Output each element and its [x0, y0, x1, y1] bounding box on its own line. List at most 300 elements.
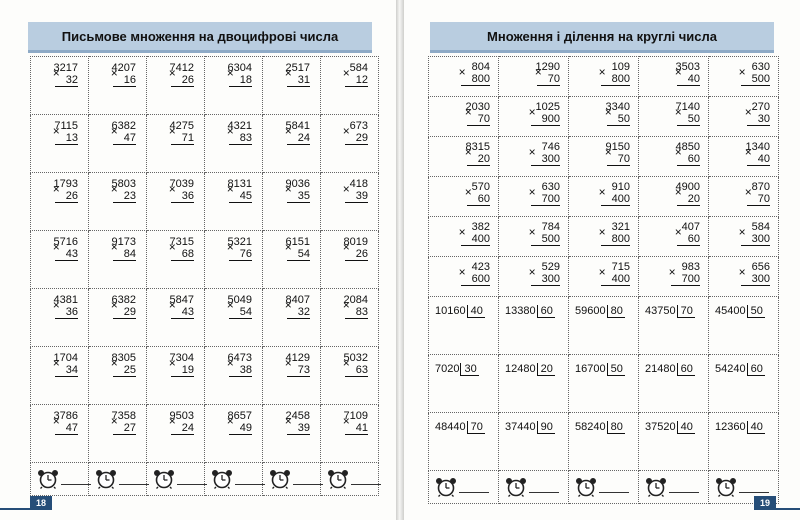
multiplier: × 300	[531, 153, 560, 166]
left-page-title: Письмове множення на двоцифрові числа	[28, 22, 372, 53]
multiplicand: 3340	[605, 101, 630, 113]
multiplication-problem[interactable]	[31, 347, 89, 405]
multiplication-problem[interactable]	[499, 57, 569, 97]
multiplication-problem[interactable]	[639, 57, 709, 97]
multiplicand: 8407	[285, 294, 310, 306]
multiplicand: 715	[611, 261, 630, 273]
multiplier: × 600	[461, 273, 490, 286]
divisor: 90	[537, 421, 555, 434]
time-write-line	[293, 484, 323, 485]
multiplication-problem[interactable]	[709, 57, 779, 97]
multiplicand: 7140	[675, 101, 700, 113]
divisor: 70	[677, 305, 695, 318]
multiplication-problem[interactable]	[569, 97, 639, 137]
multiplier: × 16	[113, 74, 136, 87]
division-problem[interactable]	[429, 413, 499, 471]
multiplication-problem[interactable]	[569, 217, 639, 257]
division-problem[interactable]	[639, 297, 709, 355]
multiplication-problem[interactable]	[89, 231, 147, 289]
multiplier: × 73	[287, 364, 310, 377]
dividend: 48440	[435, 421, 466, 433]
multiplicand: 870	[751, 181, 770, 193]
multiplication-problem[interactable]	[89, 57, 147, 115]
multiplication-problem[interactable]	[321, 289, 379, 347]
multiplier: × 54	[287, 248, 310, 261]
multiplicand: 584	[751, 221, 770, 233]
multiplication-problem[interactable]	[321, 405, 379, 463]
dividend: 54240	[715, 363, 746, 375]
multiplier: × 47	[113, 132, 136, 145]
dividend: 59600	[575, 305, 606, 317]
round-numbers-grid	[428, 56, 779, 504]
dividend: 12360	[715, 421, 746, 433]
divisor: 50	[607, 363, 625, 376]
multiplicand: 5032	[343, 352, 368, 364]
dividend: 37440	[505, 421, 536, 433]
multiplication-problem[interactable]	[429, 257, 499, 297]
multiplier: × 24	[171, 422, 194, 435]
table-row	[429, 177, 779, 217]
multiplier: × 19	[171, 364, 194, 377]
multiplication-problem[interactable]	[147, 57, 205, 115]
page-number-left: 18	[30, 496, 52, 510]
multiplicand: 6304	[227, 62, 252, 74]
multiplicand: 4381	[53, 294, 78, 306]
alarm-clock-icon	[435, 477, 457, 497]
multiplicand: 4850	[675, 141, 700, 153]
multiplication-problem[interactable]	[709, 257, 779, 297]
multiplication-problem[interactable]	[321, 347, 379, 405]
multiplicand: 3217	[53, 62, 78, 74]
multiplier: × 400	[601, 193, 630, 206]
footer-bar	[776, 508, 800, 510]
table-row	[31, 347, 379, 405]
multiplier: × 20	[467, 153, 490, 166]
multiplication-problem[interactable]	[499, 97, 569, 137]
multiplier: × 41	[345, 422, 368, 435]
multiplier: × 49	[229, 422, 252, 435]
multiplication-problem[interactable]	[89, 115, 147, 173]
multiplication-problem[interactable]	[205, 57, 263, 115]
multiplier: × 32	[287, 306, 310, 319]
multiplicand: 7304	[169, 352, 194, 364]
multiplication-problem[interactable]	[639, 97, 709, 137]
multiplication-problem[interactable]	[147, 115, 205, 173]
multiplier: × 300	[531, 273, 560, 286]
multiplication-problem[interactable]	[709, 97, 779, 137]
multiplicand: 6382	[111, 120, 136, 132]
table-row	[429, 297, 779, 355]
multiplicand: 584	[349, 62, 368, 74]
multiplication-problem[interactable]	[263, 57, 321, 115]
multiplier: × 800	[601, 233, 630, 246]
multiplication-problem[interactable]	[205, 115, 263, 173]
multiplier: × 25	[113, 364, 136, 377]
time-write-line	[61, 484, 91, 485]
time-record[interactable]	[321, 463, 379, 496]
multiplication-problem[interactable]	[709, 137, 779, 177]
time-record[interactable]	[147, 463, 205, 496]
multiplier: × 39	[345, 190, 368, 203]
dividend: 7020	[435, 363, 460, 375]
multiplicand: 4900	[675, 181, 700, 193]
multiplication-problem[interactable]	[263, 347, 321, 405]
multiplier: × 50	[677, 113, 700, 126]
alarm-clock-icon	[211, 469, 233, 489]
multiplicand: 418	[349, 178, 368, 190]
multiplication-problem[interactable]	[147, 173, 205, 231]
multiplicand: 9036	[285, 178, 310, 190]
time-write-line	[235, 484, 265, 485]
multiplier: × 20	[677, 193, 700, 206]
right-page-title: Множення і ділення на круглі числа	[430, 22, 774, 53]
multiplier: × 29	[345, 132, 368, 145]
multiplication-problem[interactable]	[569, 257, 639, 297]
table-row	[429, 137, 779, 177]
multiplication-problem[interactable]	[89, 347, 147, 405]
divisor: 80	[607, 421, 625, 434]
divisor: 40	[747, 421, 765, 434]
multiplier: × 13	[55, 132, 78, 145]
table-row	[429, 97, 779, 137]
time-write-line	[739, 492, 769, 493]
multiplier: × 43	[55, 248, 78, 261]
division-problem[interactable]	[709, 413, 779, 471]
alarm-clock-icon	[95, 469, 117, 489]
multiplication-problem[interactable]	[263, 405, 321, 463]
divisor: 30	[460, 363, 478, 376]
multiplicand: 4275	[169, 120, 194, 132]
multiplication-problem[interactable]	[321, 115, 379, 173]
multiplier: × 45	[229, 190, 252, 203]
multiplicand: 746	[541, 141, 560, 153]
multiplication-problem[interactable]	[31, 115, 89, 173]
multiplier: × 63	[345, 364, 368, 377]
multiplicand: 7358	[111, 410, 136, 422]
multiplier: × 36	[171, 190, 194, 203]
multiplication-problem[interactable]	[639, 217, 709, 257]
multiplication-problem[interactable]	[639, 137, 709, 177]
dividend: 58240	[575, 421, 606, 433]
table-row	[429, 413, 779, 471]
division-problem[interactable]	[639, 355, 709, 413]
multiplier: × 36	[55, 306, 78, 319]
multiplication-problem[interactable]	[429, 217, 499, 257]
multiplier: × 60	[467, 193, 490, 206]
book-spine	[396, 0, 404, 520]
alarm-clock-icon	[37, 469, 59, 489]
division-problem[interactable]	[569, 413, 639, 471]
multiplier: × 83	[229, 132, 252, 145]
multiplier: × 84	[113, 248, 136, 261]
multiplicand: 529	[541, 261, 560, 273]
multiplicand: 2084	[343, 294, 368, 306]
multiplier: × 60	[677, 233, 700, 246]
multiplicand: 7039	[169, 178, 194, 190]
multiplier: × 800	[601, 73, 630, 86]
multiplicand: 270	[751, 101, 770, 113]
multiplier: × 30	[747, 113, 770, 126]
multiplicand: 5841	[285, 120, 310, 132]
multiplier: × 24	[287, 132, 310, 145]
multiplication-problem[interactable]	[263, 115, 321, 173]
multiplier: × 32	[55, 74, 78, 87]
multiplicand: 6382	[111, 294, 136, 306]
multiplicand: 4129	[285, 352, 310, 364]
multiplier: × 26	[345, 248, 368, 261]
alarm-clock-icon	[327, 469, 349, 489]
divisor: 80	[607, 305, 625, 318]
multiplier: × 23	[113, 190, 136, 203]
multiplier: × 700	[671, 273, 700, 286]
table-row	[31, 115, 379, 173]
multiplicand: 630	[751, 61, 770, 73]
table-row	[429, 355, 779, 413]
multiplier: × 300	[741, 273, 770, 286]
multiplier: × 71	[171, 132, 194, 145]
multiplication-problem[interactable]	[89, 173, 147, 231]
multiplication-problem[interactable]	[429, 177, 499, 217]
table-row	[31, 289, 379, 347]
division-problem[interactable]	[429, 355, 499, 413]
alarm-clock-icon	[505, 477, 527, 497]
multiplication-problem[interactable]	[263, 173, 321, 231]
multiplier: × 43	[171, 306, 194, 319]
time-record[interactable]	[639, 471, 709, 504]
multiplication-problem[interactable]	[639, 257, 709, 297]
multiplication-problem[interactable]	[147, 347, 205, 405]
time-write-line	[599, 492, 629, 493]
division-problem[interactable]	[499, 413, 569, 471]
multiplicand: 109	[611, 61, 630, 73]
multiplication-problem[interactable]	[321, 231, 379, 289]
divisor: 40	[677, 421, 695, 434]
time-write-line	[529, 492, 559, 493]
multiplication-problem[interactable]	[639, 177, 709, 217]
multiplicand: 8305	[111, 352, 136, 364]
multiplier: × 800	[461, 73, 490, 86]
multiplicand: 6473	[227, 352, 252, 364]
multiplicand: 5803	[111, 178, 136, 190]
multiplication-problem[interactable]	[205, 231, 263, 289]
multiplier: × 12	[345, 74, 368, 87]
multiplication-problem[interactable]	[31, 173, 89, 231]
multiplicand: 9503	[169, 410, 194, 422]
multiplicand: 3786	[53, 410, 78, 422]
left-page	[0, 0, 396, 520]
division-problem[interactable]	[429, 297, 499, 355]
multiplication-problem[interactable]	[147, 289, 205, 347]
dividend: 10160	[435, 305, 466, 317]
multiplication-problem[interactable]	[569, 57, 639, 97]
multiplier: × 500	[531, 233, 560, 246]
division-problem[interactable]	[569, 297, 639, 355]
dividend: 45400	[715, 305, 746, 317]
table-row	[429, 217, 779, 257]
division-problem[interactable]	[569, 355, 639, 413]
multiplicand: 7315	[169, 236, 194, 248]
time-record[interactable]	[263, 463, 321, 496]
alarm-clock-icon	[269, 469, 291, 489]
multiplicand: 9150	[605, 141, 630, 153]
multiplier: × 35	[287, 190, 310, 203]
multiplicand: 7115	[54, 120, 78, 132]
multiplicand: 673	[349, 120, 368, 132]
alarm-clock-icon	[645, 477, 667, 497]
time-record[interactable]	[429, 471, 499, 504]
multiplicand: 630	[541, 181, 560, 193]
multiplicand: 570	[471, 181, 490, 193]
time-write-line	[119, 484, 149, 485]
multiplication-problem[interactable]	[569, 177, 639, 217]
multiplication-problem[interactable]	[205, 289, 263, 347]
time-write-line	[459, 492, 489, 493]
table-row	[31, 405, 379, 463]
multiplication-problem[interactable]	[263, 289, 321, 347]
multiplicand: 3503	[675, 61, 700, 73]
multiplicand: 9173	[111, 236, 136, 248]
multiplication-problem[interactable]	[31, 231, 89, 289]
dividend: 16700	[575, 363, 606, 375]
time-record[interactable]	[205, 463, 263, 496]
multiplier: × 300	[741, 233, 770, 246]
multiplication-problem[interactable]	[147, 405, 205, 463]
multiplication-problem[interactable]	[709, 217, 779, 257]
multiplication-problem[interactable]	[205, 405, 263, 463]
multiplier: × 900	[531, 113, 560, 126]
multiplier: × 27	[113, 422, 136, 435]
multiplier: × 38	[229, 364, 252, 377]
multiplicand: 2517	[285, 62, 310, 74]
multiplication-problem[interactable]	[321, 173, 379, 231]
dividend: 21480	[645, 363, 676, 375]
multiplication-problem[interactable]	[31, 57, 89, 115]
multiplier: × 18	[229, 74, 252, 87]
multiplier: × 400	[461, 233, 490, 246]
multiplicand: 4207	[111, 62, 136, 74]
multiplication-problem[interactable]	[709, 177, 779, 217]
time-record[interactable]	[89, 463, 147, 496]
multiplicand: 382	[471, 221, 490, 233]
divisor: 20	[537, 363, 555, 376]
multiplication-problem[interactable]	[263, 231, 321, 289]
multiplier: × 70	[467, 113, 490, 126]
time-record[interactable]	[499, 471, 569, 504]
multiplier: × 76	[229, 248, 252, 261]
multiplicand: 8315	[465, 141, 490, 153]
multiplicand: 5321	[227, 236, 252, 248]
divisor: 70	[467, 421, 485, 434]
time-write-line	[351, 484, 381, 485]
footer-bar	[0, 508, 30, 510]
divisor: 50	[747, 305, 765, 318]
division-problem[interactable]	[709, 297, 779, 355]
page-number-right: 19	[754, 496, 776, 510]
multiplicand: 910	[611, 181, 630, 193]
multiplier: × 40	[677, 73, 700, 86]
multiplier: × 83	[345, 306, 368, 319]
table-row	[31, 173, 379, 231]
multiplication-problem[interactable]	[205, 347, 263, 405]
multiplication-problem[interactable]	[321, 57, 379, 115]
multiplicand: 4321	[227, 120, 252, 132]
multiplier: × 400	[601, 273, 630, 286]
multiplication-problem[interactable]	[205, 173, 263, 231]
multiplier: × 70	[537, 73, 560, 86]
multiplicand: 6151	[285, 236, 310, 248]
multiplicand: 804	[471, 61, 490, 73]
time-record[interactable]	[31, 463, 89, 496]
dividend: 43750	[645, 305, 676, 317]
table-row	[429, 57, 779, 97]
multiplication-problem[interactable]	[31, 405, 89, 463]
multiplier: × 26	[171, 74, 194, 87]
multiplication-problem[interactable]	[89, 289, 147, 347]
multiplicand: 321	[611, 221, 630, 233]
time-record[interactable]	[569, 471, 639, 504]
divisor: 40	[467, 305, 485, 318]
alarm-clock-icon	[715, 477, 737, 497]
dividend: 37520	[645, 421, 676, 433]
table-row	[429, 257, 779, 297]
division-problem[interactable]	[709, 355, 779, 413]
multiplication-problem[interactable]	[147, 231, 205, 289]
multiplicand: 8131	[227, 178, 252, 190]
multiplication-problem[interactable]	[499, 217, 569, 257]
multiplicand: 2030	[465, 101, 490, 113]
multiplication-problem[interactable]	[569, 137, 639, 177]
table-row	[31, 57, 379, 115]
multiplier: × 47	[55, 422, 78, 435]
multiplicand: 423	[471, 261, 490, 273]
time-write-line	[669, 492, 699, 493]
multiplier: × 700	[531, 193, 560, 206]
multiplication-grid	[30, 56, 379, 496]
alarm-clock-icon	[575, 477, 597, 497]
multiplier: × 26	[55, 190, 78, 203]
multiplication-problem[interactable]	[429, 57, 499, 97]
multiplier: × 68	[171, 248, 194, 261]
multiplier: × 50	[607, 113, 630, 126]
multiplier: × 39	[287, 422, 310, 435]
right-page	[404, 0, 800, 520]
multiplication-problem[interactable]	[31, 289, 89, 347]
division-problem[interactable]	[499, 355, 569, 413]
multiplicand: 407	[681, 221, 700, 233]
multiplication-problem[interactable]	[499, 257, 569, 297]
multiplication-problem[interactable]	[499, 137, 569, 177]
alarm-clock-icon	[153, 469, 175, 489]
multiplicand: 983	[681, 261, 700, 273]
multiplier: × 54	[229, 306, 252, 319]
multiplicand: 5847	[169, 294, 194, 306]
multiplication-problem[interactable]	[89, 405, 147, 463]
multiplication-problem[interactable]	[429, 137, 499, 177]
divisor: 60	[537, 305, 555, 318]
multiplier: × 40	[747, 153, 770, 166]
multiplication-problem[interactable]	[429, 97, 499, 137]
multiplication-problem[interactable]	[499, 177, 569, 217]
table-row	[31, 231, 379, 289]
division-problem[interactable]	[499, 297, 569, 355]
division-problem[interactable]	[639, 413, 709, 471]
dividend: 13380	[505, 305, 536, 317]
divisor: 60	[747, 363, 765, 376]
multiplier: × 34	[55, 364, 78, 377]
multiplier: × 500	[741, 73, 770, 86]
multiplier: × 29	[113, 306, 136, 319]
multiplier: × 60	[677, 153, 700, 166]
